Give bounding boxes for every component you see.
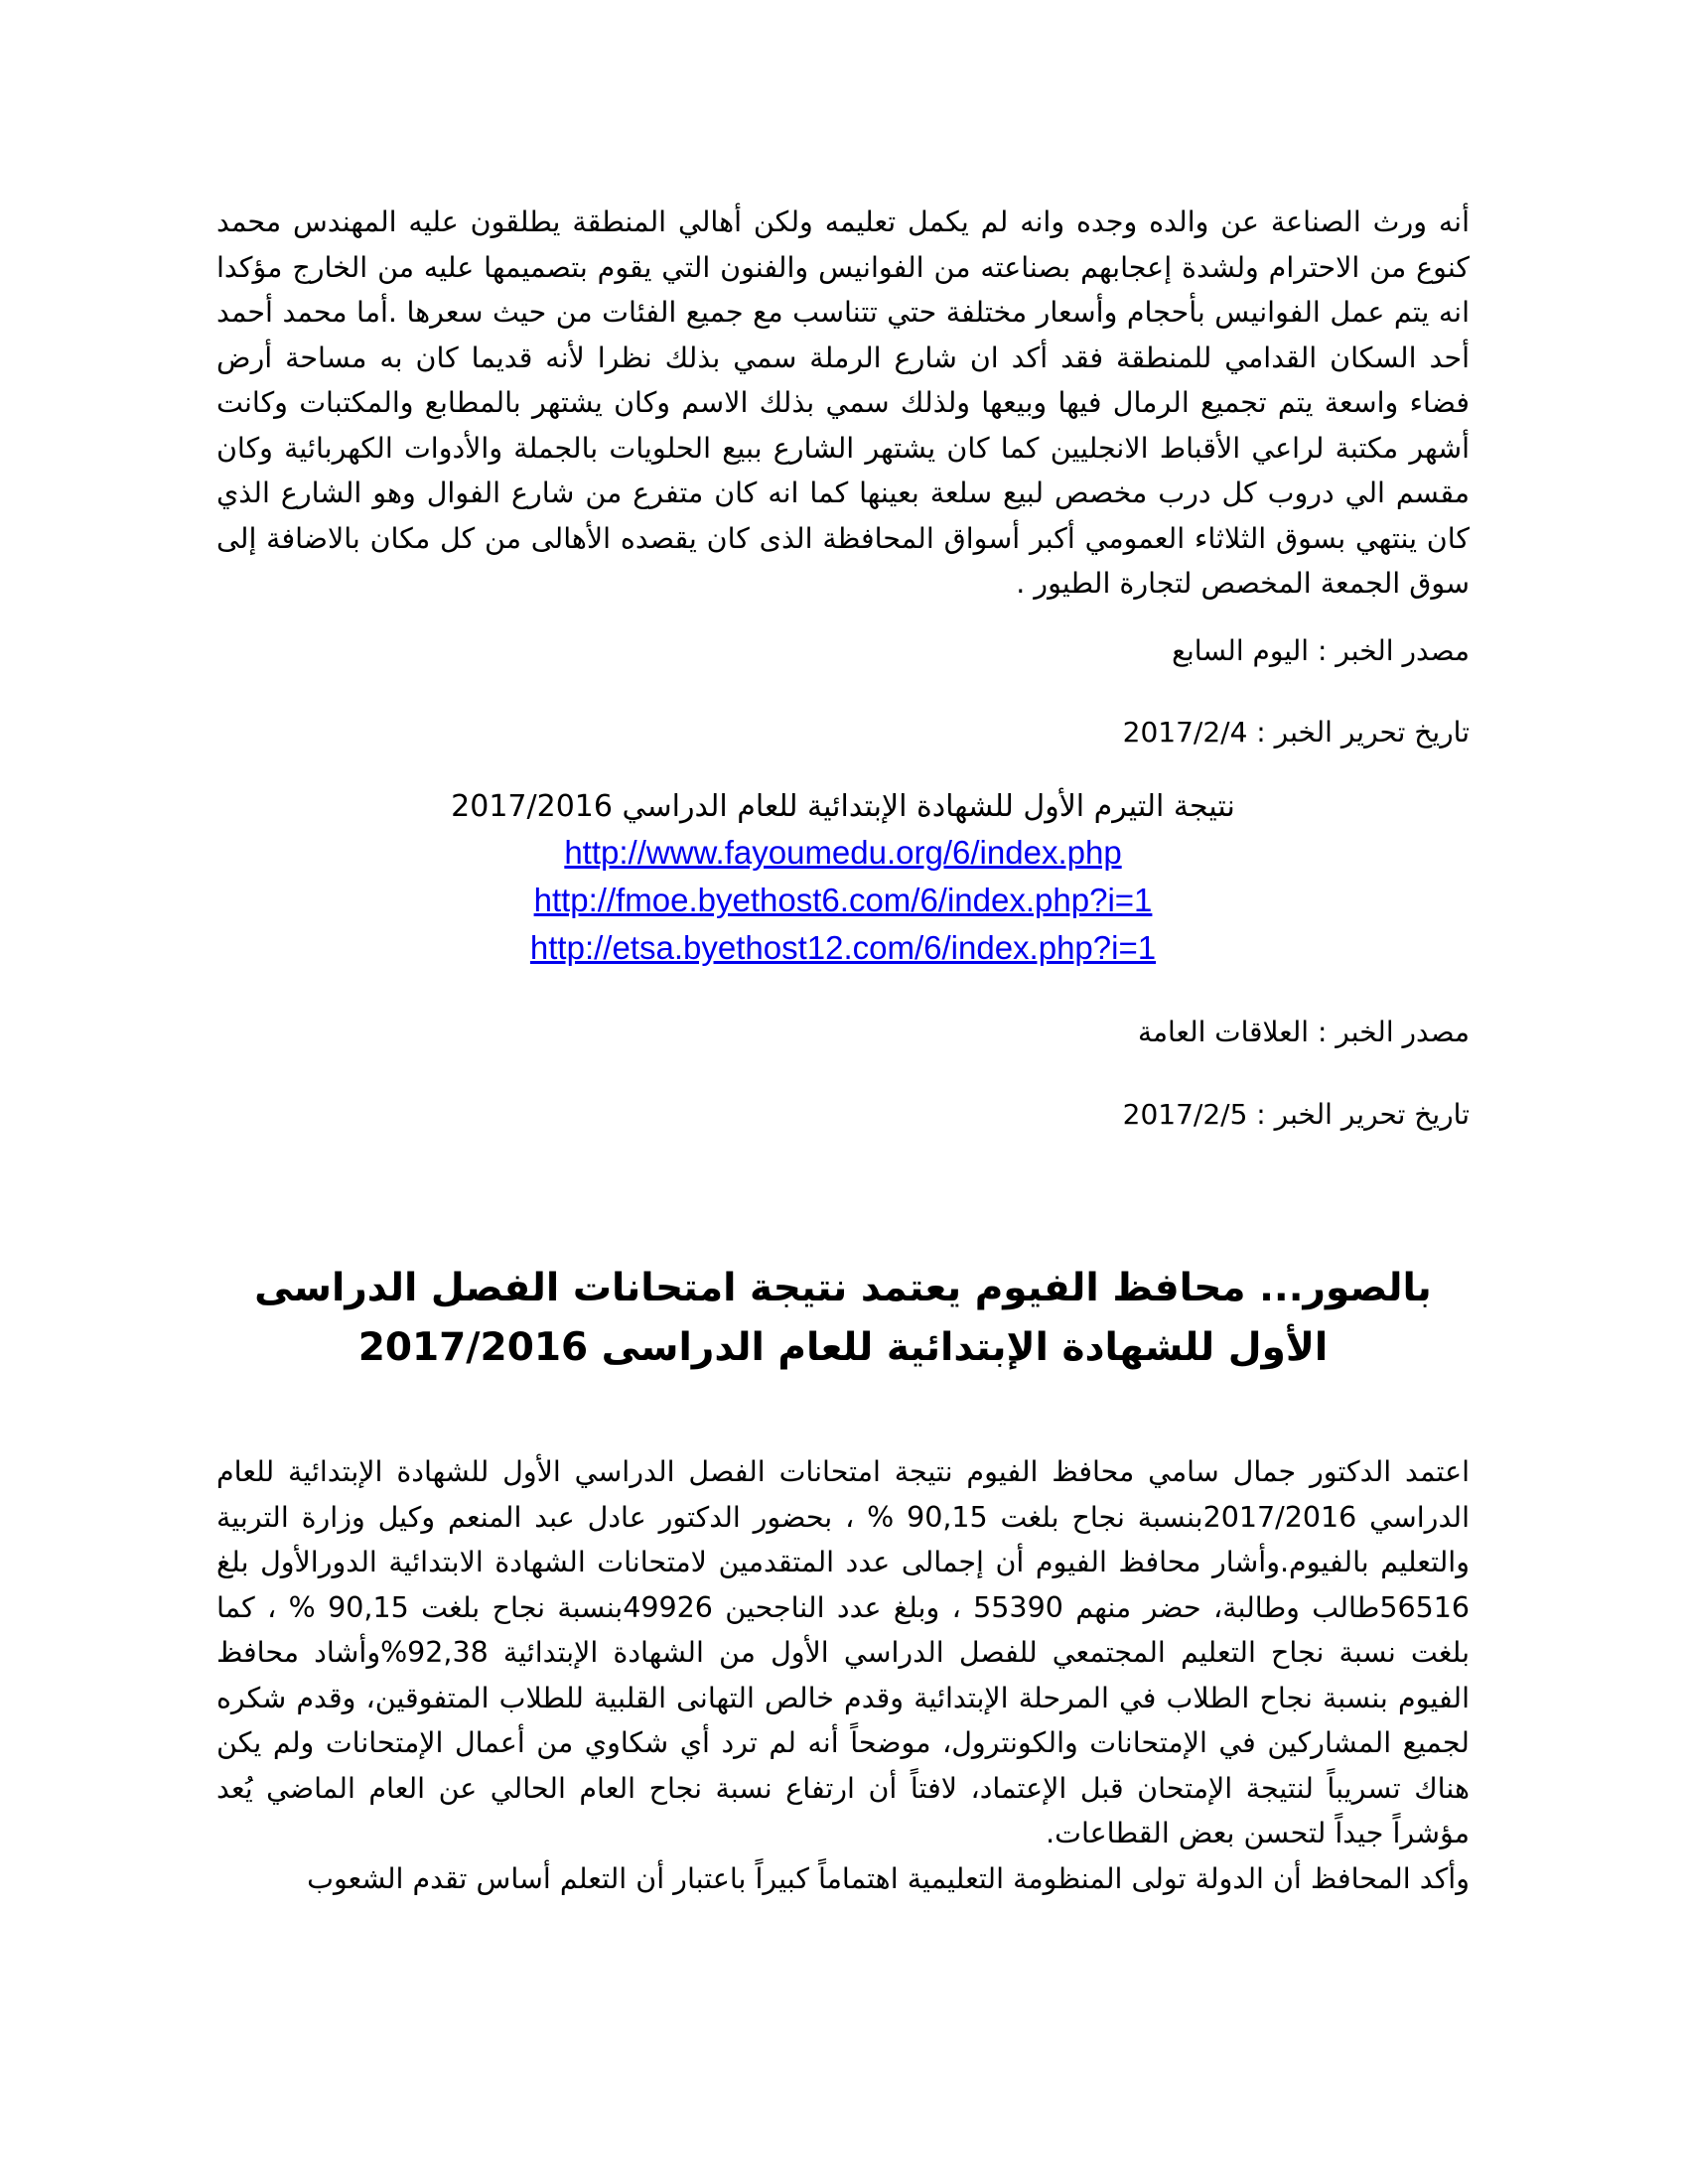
article1-date: تاريخ تحرير الخبر : 2017/2/4	[1122, 716, 1470, 749]
article2-date: تاريخ تحرير الخبر : 2017/2/5	[1122, 1098, 1470, 1131]
link-fayoumedu[interactable]: http://www.fayoumedu.org/6/index.php	[564, 834, 1122, 871]
article3-heading: بالصور... محافظ الفيوم يعتمد نتيجة امتحانات الفصل الدراسى الأول للشهادة الإبتدائية للعام الدراسى 2017/2016	[254, 1266, 1432, 1370]
article2-links-section	[216, 784, 1470, 972]
article1-paragraph: أنه ورث الصناعة عن والده وجده وانه لم يكمل تعليمه ولكن أهالي المنطقة يطلقون عليه المهندس محمد كنوع من الاحترام ولشدة إعجابهم بصناعته من الفوانيس والفنون التي يقوم بتصميمها عليه من الخارج مؤكدا انه يتم عمل الفوانيس بأحجام وأسعار مختلفة حتي تتناسب مع جميع الفئات من حيث سعرها .أما محمد أحمد أحد السكان القدامي للمنطقة فقد أكد ان شارع الرملة سمي بذلك نظرا لأنه قديما كان به مساحة أرض فضاء واسعة يتم تجميع الرمال فيها وبيعها ولذلك سمي بذلك الاسم وكان يشتهر بالمطابع والمكتبات وكانت أشهر مكتبة لراعي الأقباط الانجليين كما كان يشتهر الشارع ببيع الحلويات بالجملة والأدوات الكهربائية وكان مقسم الي دروب كل درب مخصص لبيع سلعة بعينها كما انه كان متفرع من شارع الفوال وهو الشارع الذي كان ينتهي بسوق الثلاثاء العمومي أكبر أسواق المحافظة الذى كان يقصده الأهالى من كل مكان بالاضافة إلى سوق الجمعة المخصص لتجارة الطيور .	[216, 205, 1470, 600]
article1-source: مصدر الخبر : اليوم السابع	[1172, 634, 1470, 667]
link-etsa-byethost12[interactable]: http://etsa.byethost12.com/6/index.php?i=1	[529, 929, 1157, 966]
article3-paragraph-tail: وأكد المحافظ أن الدولة تولى المنظومة التعليمية اهتماماً كبيراً باعتبار أن التعلم أساس تقدم الشعوب	[307, 1861, 1470, 1895]
article2-title: نتيجة التيرم الأول للشهادة الإبتدائية للعام الدراسي 2017/2016	[451, 789, 1235, 824]
article3-body	[216, 1449, 1470, 1901]
link-fmoe-byethost6[interactable]: http://fmoe.byethost6.com/6/index.php?i=1	[533, 882, 1153, 918]
article3-paragraph: اعتمد الدكتور جمال سامي محافظ الفيوم نتيجة امتحانات الفصل الدراسي الأول للشهادة الإبتدائية للعام الدراسي 2017/2016بنسبة نجاح بلغت 90,15 % ، بحضور الدكتور عادل عبد المنعم وكيل وزارة التربية والتعليم بالفيوم.وأشار محافظ الفيوم أن إجمالى عدد المتقدمين لامتحانات الشهادة الابتدائية الدورالأول بلغ 56516طالب وطالبة، حضر منهم 55390 ، وبلغ عدد الناجحين 49926بنسبة نجاح بلغت 90,15 % ، كما بلغت نسبة نجاح التعليم المجتمعي للفصل الدراسي الأول من الشهادة الإبتدائية 92,38%وأشاد محافظ الفيوم بنسبة نجاح الطلاب في المرحلة الإبتدائية وقدم خالص التهانى القلبية للطلاب المتفوقين، وقدم شكره لجميع المشاركين في الإمتحانات والكونترول، موضحاً أنه لم ترد أي شكاوي من أعمال الإمتحانات ولم يكن هناك تسريباً لنتيجة الإمتحان قبل الإعتماد، لافتاً أن ارتفاع نسبة نجاح العام الحالي عن العام الماضي يُعد مؤشراً جيداً لتحسن بعض القطاعات.	[216, 1455, 1471, 1849]
article2-source: مصدر الخبر : العلاقات العامة	[1138, 1016, 1470, 1048]
